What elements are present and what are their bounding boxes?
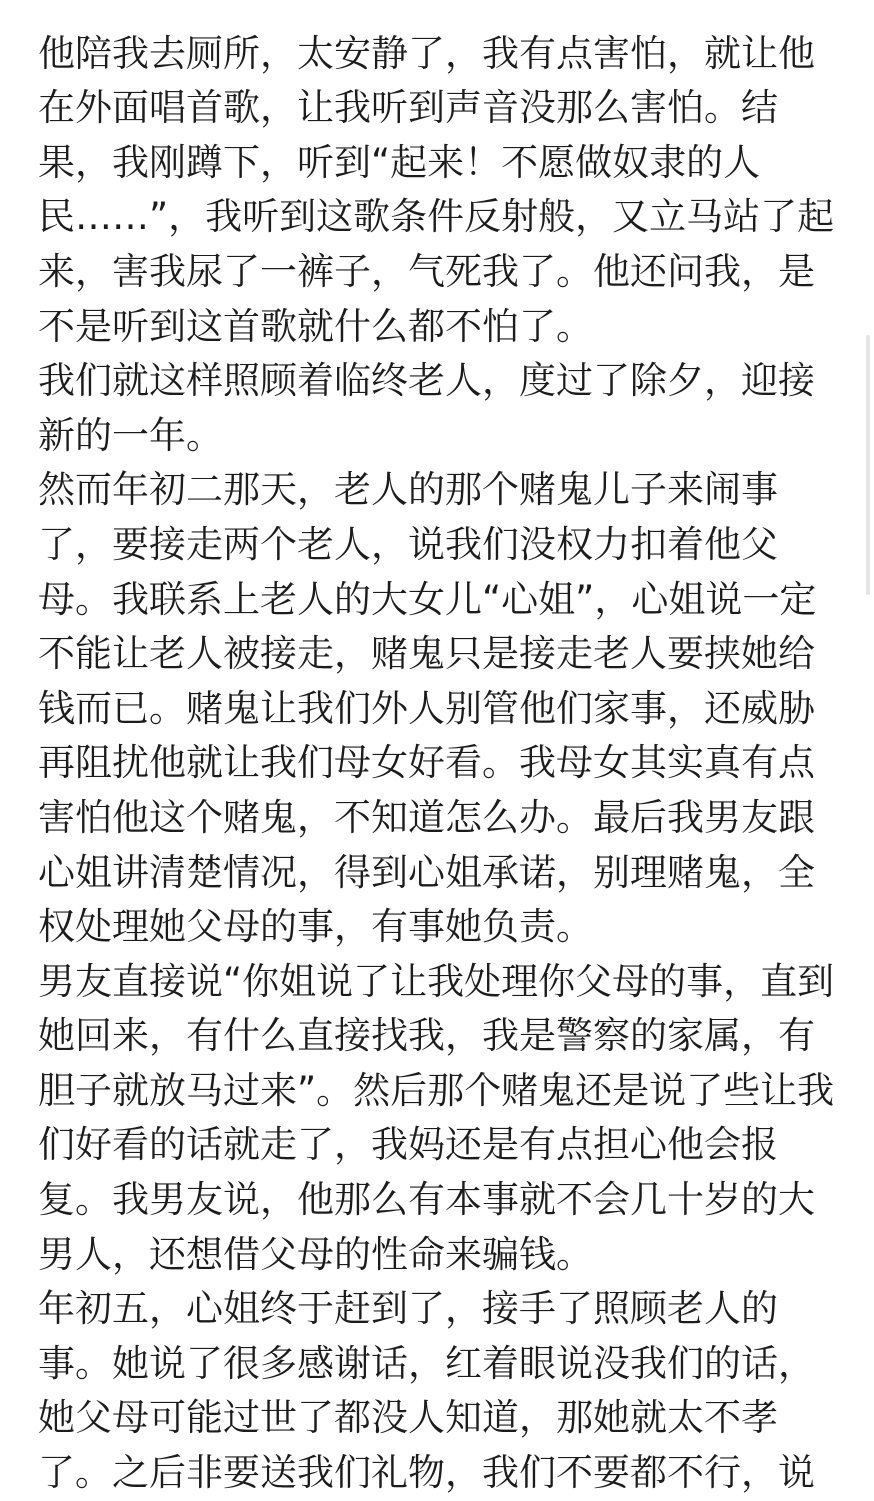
article-line: 了，要接走两个老人，说我们没权力扣着他父 [38, 522, 778, 566]
article-line: 年初五，心姐终于赶到了，接手了照顾老人的 [38, 1287, 778, 1331]
article-line: 男友直接说“你姐说了让我处理你父母的事，直到 [38, 959, 835, 1003]
article-line: 母。我联系上老人的大女儿“心姐”，心姐说一定 [38, 577, 817, 621]
article-line: 们好看的话就走了，我妈还是有点担心他会报 [38, 1123, 778, 1167]
article-line: 男人，还想借父母的性命来骗钱。 [38, 1232, 593, 1276]
article-line: 民……”，我听到这歌条件反射般，又立马站了起 [38, 195, 835, 239]
article-line: 心姐讲清楚情况，得到心姐承诺，别理赌鬼，全 [38, 850, 815, 894]
article-line: 来，害我尿了一裤子，气死我了。他还问我，是 [38, 249, 815, 293]
article-line: 新的一年。 [38, 413, 223, 457]
article-line: 他陪我去厕所，太安静了，我有点害怕，就让他 [38, 31, 815, 75]
article-line: 在外面唱首歌，让我听到声音没那么害怕。结 [38, 86, 778, 130]
article-line: 然而年初二那天，老人的那个赌鬼儿子来闹事 [38, 468, 778, 512]
article-line: 复。我男友说，他那么有本事就不会几十岁的大 [38, 1178, 815, 1222]
scrollbar-thumb[interactable] [866, 335, 870, 595]
article-line: 她父母可能过世了都没人知道，那她就太不孝 [38, 1396, 778, 1440]
article-line: 她回来，有什么直接找我，我是警察的家属，有 [38, 1014, 815, 1058]
article-line: 果，我刚蹲下，听到“起来！不愿做奴隶的人 [38, 140, 761, 184]
article-line: 权处理她父母的事，有事她负责。 [38, 905, 593, 949]
article-line: 事。她说了很多感谢话，红着眼说没我们的话， [38, 1341, 815, 1385]
article-line: 不能让老人被接走，赌鬼只是接走老人要挟她给 [38, 632, 815, 676]
article-line: 胆子就放马过来”。然后那个赌鬼还是说了些让我 [38, 1068, 835, 1112]
article-line: 不是听到这首歌就什么都不怕了。 [38, 304, 593, 348]
article-line: 钱而已。赌鬼让我们外人别管他们家事，还威胁 [38, 686, 815, 730]
article-line: 再阻扰他就让我们母女好看。我母女其实真有点 [38, 741, 815, 785]
article-line: 了。之后非要送我们礼物，我们不要都不行，说 [38, 1451, 815, 1495]
article-line: 害怕他这个赌鬼，不知道怎么办。最后我男友跟 [38, 795, 815, 839]
article-text [38, 0, 838, 1501]
article-line: 我们就这样照顾着临终老人，度过了除夕，迎接 [38, 359, 815, 403]
